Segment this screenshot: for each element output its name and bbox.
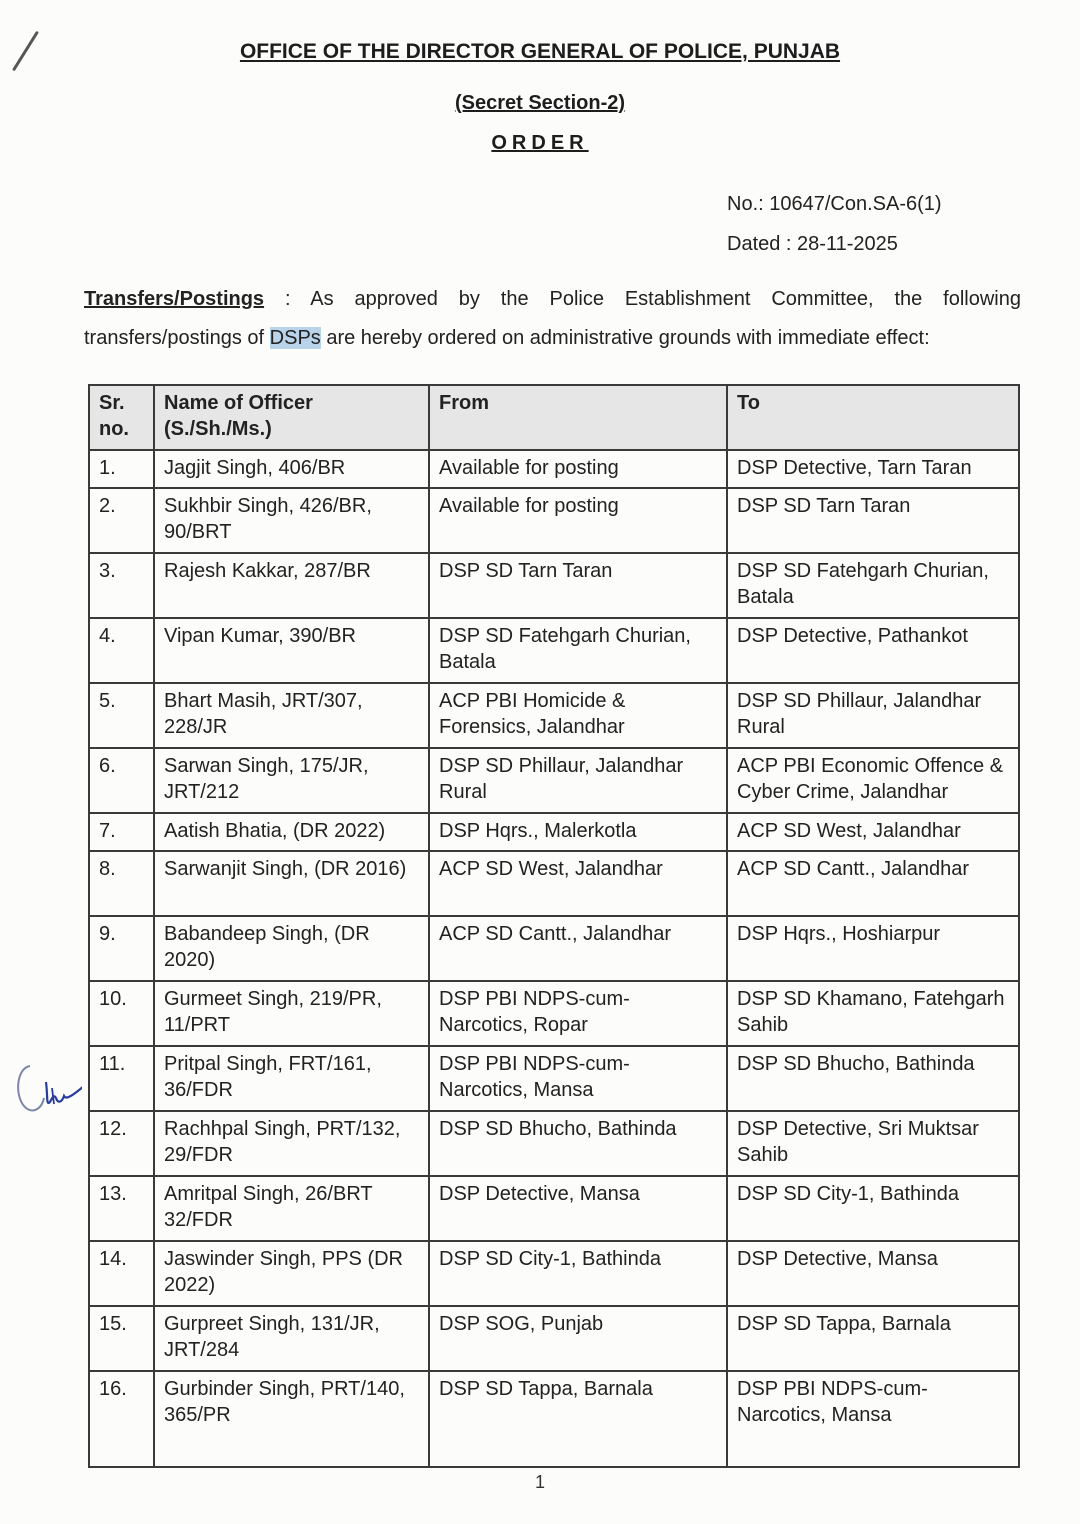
table-row bbox=[89, 1046, 1019, 1111]
cell-from: ACP PBI Homicide & Forensics, Jalandhar bbox=[429, 683, 727, 748]
cell-sr: 12. bbox=[89, 1111, 154, 1176]
cell-to: ACP PBI Economic Offence & Cyber Crime, Jalandhar bbox=[727, 748, 1019, 813]
cell-sr: 9. bbox=[89, 916, 154, 981]
table-row bbox=[89, 683, 1019, 748]
cell-name: Sarwan Singh, 175/JR, JRT/212 bbox=[154, 748, 429, 813]
cell-sr: 11. bbox=[89, 1046, 154, 1111]
cell-from: ACP SD Cantt., Jalandhar bbox=[429, 916, 727, 981]
cell-name: Vipan Kumar, 390/BR bbox=[154, 618, 429, 683]
header-to: To bbox=[727, 385, 1019, 450]
cell-to: DSP SD Tarn Taran bbox=[727, 488, 1019, 553]
cell-to: DSP Detective, Mansa bbox=[727, 1241, 1019, 1306]
cell-name: Jaswinder Singh, PPS (DR 2022) bbox=[154, 1241, 429, 1306]
cell-sr: 6. bbox=[89, 748, 154, 813]
intro-highlight: DSPs bbox=[269, 327, 321, 349]
cell-from: DSP SD Tarn Taran bbox=[429, 553, 727, 618]
cell-name: Jagjit Singh, 406/BR bbox=[154, 450, 429, 488]
cell-name: Amritpal Singh, 26/BRT 32/FDR bbox=[154, 1176, 429, 1241]
cell-from: DSP PBI NDPS-cum-Narcotics, Ropar bbox=[429, 981, 727, 1046]
cell-name: Sukhbir Singh, 426/BR, 90/BRT bbox=[154, 488, 429, 553]
table-row bbox=[89, 488, 1019, 553]
cell-name: Gurpreet Singh, 131/JR, JRT/284 bbox=[154, 1306, 429, 1371]
cell-from: DSP SD City-1, Bathinda bbox=[429, 1241, 727, 1306]
cell-sr: 5. bbox=[89, 683, 154, 748]
page-number: 1 bbox=[534, 1472, 545, 1492]
cell-to: DSP SD City-1, Bathinda bbox=[727, 1176, 1019, 1241]
cell-from: Available for posting bbox=[429, 488, 727, 553]
cell-to: DSP PBI NDPS-cum-Narcotics, Mansa bbox=[727, 1371, 1019, 1467]
cell-from: ACP SD West, Jalandhar bbox=[429, 851, 727, 916]
order-title: ORDER bbox=[491, 132, 589, 154]
cell-sr: 2. bbox=[89, 488, 154, 553]
cell-from: DSP Detective, Mansa bbox=[429, 1176, 727, 1241]
table-row bbox=[89, 748, 1019, 813]
header-name: Name of Officer (S./Sh./Ms.) bbox=[154, 385, 429, 450]
intro-text-2: are hereby ordered on administrative grounds with immediate effect: bbox=[320, 327, 930, 349]
cell-to: DSP SD Khamano, Fatehgarh Sahib bbox=[727, 981, 1019, 1046]
order-number: No.: 10647/Con.SA-6(1) bbox=[727, 193, 942, 215]
office-title: OFFICE OF THE DIRECTOR GENERAL OF POLICE, PUNJAB bbox=[239, 40, 841, 63]
intro-text-1: : As approved by the Police Establishment Committee, the following transfers/postings of bbox=[84, 288, 1021, 349]
table-row bbox=[89, 813, 1019, 851]
section-title: (Secret Section-2) bbox=[454, 92, 626, 114]
postings-table bbox=[88, 384, 1020, 1468]
cell-name: Pritpal Singh, FRT/161, 36/FDR bbox=[154, 1046, 429, 1111]
cell-sr: 10. bbox=[89, 981, 154, 1046]
cell-from: DSP SD Tappa, Barnala bbox=[429, 1371, 727, 1467]
cell-to: ACP SD West, Jalandhar bbox=[727, 813, 1019, 851]
cell-to: DSP Detective, Tarn Taran bbox=[727, 450, 1019, 488]
table-row bbox=[89, 1241, 1019, 1306]
cell-name: Bhart Masih, JRT/307, 228/JR bbox=[154, 683, 429, 748]
header-from: From bbox=[429, 385, 727, 450]
cell-sr: 7. bbox=[89, 813, 154, 851]
cell-to: DSP Hqrs., Hoshiarpur bbox=[727, 916, 1019, 981]
table-row bbox=[89, 1176, 1019, 1241]
cell-sr: 13. bbox=[89, 1176, 154, 1241]
cell-name: Babandeep Singh, (DR 2020) bbox=[154, 916, 429, 981]
cell-from: DSP Hqrs., Malerkotla bbox=[429, 813, 727, 851]
intro-lead: Transfers/Postings bbox=[84, 288, 265, 310]
table-row bbox=[89, 618, 1019, 683]
cell-name: Aatish Bhatia, (DR 2022) bbox=[154, 813, 429, 851]
cell-name: Sarwanjit Singh, (DR 2016) bbox=[154, 851, 429, 916]
cell-name: Rajesh Kakkar, 287/BR bbox=[154, 553, 429, 618]
cell-to: ACP SD Cantt., Jalandhar bbox=[727, 851, 1019, 916]
table-row bbox=[89, 851, 1019, 916]
cell-sr: 8. bbox=[89, 851, 154, 916]
cell-to: DSP SD Tappa, Barnala bbox=[727, 1306, 1019, 1371]
cell-to: DSP SD Fatehgarh Churian, Batala bbox=[727, 553, 1019, 618]
intro-paragraph bbox=[84, 280, 1021, 358]
cell-to: DSP SD Phillaur, Jalandhar Rural bbox=[727, 683, 1019, 748]
cell-from: DSP PBI NDPS-cum-Narcotics, Mansa bbox=[429, 1046, 727, 1111]
table-row bbox=[89, 553, 1019, 618]
order-date: Dated : 28-11-2025 bbox=[727, 233, 898, 255]
cell-to: DSP Detective, Pathankot bbox=[727, 618, 1019, 683]
cell-name: Gurmeet Singh, 219/PR, 11/PRT bbox=[154, 981, 429, 1046]
cell-from: DSP SD Fatehgarh Churian, Batala bbox=[429, 618, 727, 683]
cell-sr: 16. bbox=[89, 1371, 154, 1467]
cell-sr: 3. bbox=[89, 553, 154, 618]
cell-sr: 15. bbox=[89, 1306, 154, 1371]
cell-from: DSP SOG, Punjab bbox=[429, 1306, 727, 1371]
table-row bbox=[89, 1111, 1019, 1176]
cell-from: DSP SD Bhucho, Bathinda bbox=[429, 1111, 727, 1176]
cell-to: DSP SD Bhucho, Bathinda bbox=[727, 1046, 1019, 1111]
cell-sr: 14. bbox=[89, 1241, 154, 1306]
cell-sr: 1. bbox=[89, 450, 154, 488]
header-sr: Sr. no. bbox=[89, 385, 154, 450]
table-row bbox=[89, 1306, 1019, 1371]
signature-initials-icon bbox=[12, 1058, 82, 1122]
cell-to: DSP Detective, Sri Muktsar Sahib bbox=[727, 1111, 1019, 1176]
cell-from: Available for posting bbox=[429, 450, 727, 488]
table-header-row bbox=[89, 385, 1019, 450]
table-row bbox=[89, 916, 1019, 981]
cell-name: Gurbinder Singh, PRT/140, 365/PR bbox=[154, 1371, 429, 1467]
table-row bbox=[89, 981, 1019, 1046]
table-row bbox=[89, 1371, 1019, 1467]
cell-name: Rachhpal Singh, PRT/132, 29/FDR bbox=[154, 1111, 429, 1176]
cell-sr: 4. bbox=[89, 618, 154, 683]
cell-from: DSP SD Phillaur, Jalandhar Rural bbox=[429, 748, 727, 813]
reference-block bbox=[727, 184, 942, 264]
table-row bbox=[89, 450, 1019, 488]
